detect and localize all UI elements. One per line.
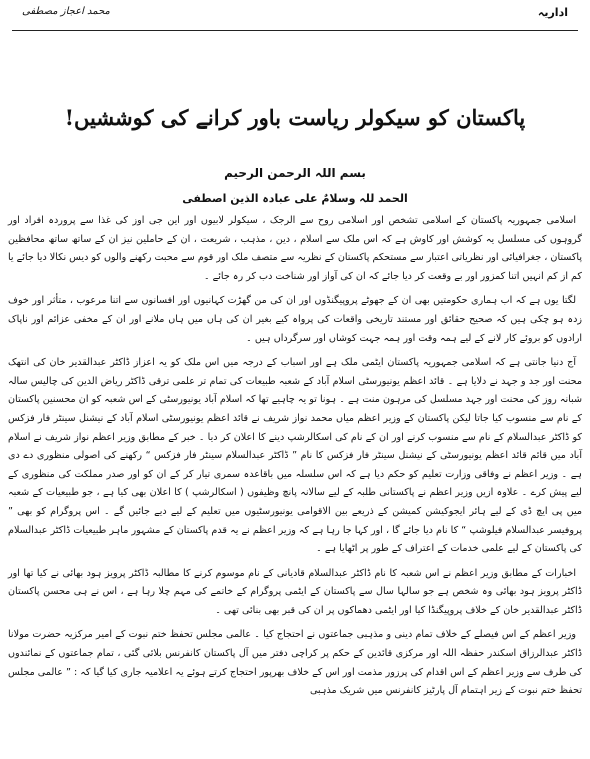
paragraph: وزیر اعظم کے اس فیصلے کے خلاف تمام دینی و مذہبی جماعتوں نے احتجاج کیا ۔ عالمی مجلس تحفظ ختم نبوت کے امیر مرکزیہ حضرت مولانا ڈاکٹر عبدالرزاق اسکندر حفظہ اللہ اور مرکزی قائدین کے حکم پر کراچی دفتر میں آل پاکستان کانفرنس بلائی گئی ، تمام جماعتوں کے نمائندوں کی طرف سے وزیر اعظم کے اس اقدام کی پرزور مذمت اور اس کے خلاف بھرپور احتجاج کرتے ہوئے یہ اعلامیہ جاری کیا گیا کہ : ” عالمی مجلس تحفظ ختم نبوت کے زیر اہتمام آل پارٹیز کانفرنس میں شریک مذہبی xyxy=(8,629,582,697)
paragraph: آج دنیا جانتی ہے کہ اسلامی جمہوریہ پاکستان ایٹمی ملک ہے اور اسباب کے درجہ میں اس ملک کو یہ اعزاز ڈاکٹر عبدالقدیر خان کی انتھک محنت اور جد و جہد نے دلایا ہے ۔ قائد اعظم یونیورسٹی اسلام آباد کے شعبہ طبیعات کی تمام تر علمی ترقی ڈاکٹر ریاض الدین کی چالیس سالہ شبانہ روز کی محنت اور جہد مسلسل کی مرہون منت ہے ۔ ہونا تو یہ چاہیے تھا کہ اسلام آباد یونیورسٹی کے اس شعبہ کو ان محسنین پاکستان کے نام سے منسوب کیا جاتا لیکن پاکستان کے وزیر اعظم میاں محمد نواز شریف نے قائد اعظم یونیورسٹی اسلام آباد کے نیشنل سینٹر فار فزکس کو ڈاکٹر عبدالسلام کے نام سے منسوب کرنے اور ان کے نام کی اسکالرشپ دینے کا اعلان کر دیا ۔ خبر کے مطابق وزیر اعظم نواز شریف نے اسلام آباد میں قائم قائد اعظم یونیورسٹی کے نیشنل سینٹر فار فزکس کا نام ” ڈاکٹر عبدالسلام سینٹر فار فزکس “ رکھنے کی اصولی منظوری دے دی ہے ۔ وزیر اعظم نے وفاقی وزارت تعلیم کو حکم دیا ہے کہ اس سلسلہ میں باقاعدہ سمری تیار کر کے ان کو اور صدر مملکت کی منظوری کے لیے پیش کرے ۔ علاوہ ازیں وزیر اعظم نے پاکستانی طلبہ کے لیے سالانہ پانچ وظیفوں ( اسکالرشپ ) کا اعلان بھی کیا ہے ، جو طبیعیات کے شعبہ میں پی ایچ ڈی کے لیے ہائر ایجوکیشن کمیشن کے ذریعے بین الاقوامی یونیورسٹیوں میں تعلیم کے لیے دیے جائیں گے ۔ اس پروگرام کو بھی ” پروفیسر عبدالسلام فیلوشپ “ کا نام دیا جائے گا ، اور کہا جا رہا ہے کہ وزیر اعظم نے یہ قدم پاکستان کے مشہور ماہر طبیعیات ڈاکٹر عبدالسلام کی پاکستان کے لیے علمی خدمات کے اعتراف کے طور پر اٹھایا ہے ۔ xyxy=(8,357,582,555)
author-name: محمد اعجاز مصطفی xyxy=(22,6,110,17)
paragraph: اخبارات کے مطابق وزیر اعظم نے اس شعبہ کا نام ڈاکٹر عبدالسلام قادیانی کے نام موسوم کرنے کا مطالبہ ڈاکٹر پرویز ہود بھائی نے کیا تھا اور ڈاکٹر پرویز ہود بھائی وہ شخص ہے جو سالہا سال سے پاکستان کے ایٹمی پروگرام کے خاتمے کی مہم چلا رہا ہے ، اس نے ہی محسن پاکستان ڈاکٹر عبدالقدیر خان کے خلاف پروپیگنڈا کیا اور ایٹمی دھماکوں پر ان کی قبر بھی بنائی تھی ۔ xyxy=(8,567,582,616)
header-divider xyxy=(12,30,578,31)
paragraph: لگتا یوں ہے کہ اب ہماری حکومتیں بھی ان کے جھوٹے پروپیگنڈوں اور ان کی من گھڑت کہانیوں اور افسانوں سے اتنا مرعوب ، متأثر اور خوف زدہ ہو چکی ہیں کہ صحیح حقائق اور مستند تاریخی واقعات کی پرواہ کیے بغیر ان کی ہاں میں ہاں ملانے اور ان کے مخفی عزائم اور ناپاک ارادوں کو بروئے کار لانے کے لیے ہمہ وقت اور ہمہ جہت کوشاں اور سرگرداں ہیں ۔ xyxy=(8,295,582,344)
hamd-line: الحمد للہ وسلامٌ علی عبادہ الذین اصطفی xyxy=(182,192,408,205)
bismillah-line: بسم اللہ الرحمن الرحیم xyxy=(224,166,366,180)
page-header xyxy=(22,6,568,28)
section-label: اداریہ xyxy=(537,6,568,19)
article-body xyxy=(8,212,582,707)
article-title: پاکستان کو سیکولر ریاست باور کرانے کی کوششیں! xyxy=(64,105,526,130)
paragraph: اسلامی جمہوریہ پاکستان کے اسلامی تشخص اور اسلامی روح سے الرجک ، سیکولر لابیوں اور این جی اوز کی غذا سے پروردہ افراد اور گروہوں کی مسلسل یہ کوشش اور کاوش ہے کہ اس ملک سے اسلام ، دین ، مذہب ، شریعت ، ان کے حاملین نیز ان کے ساتھ ساتھ محافظین پاکستان ، جغرافیائی اور نظریاتی اعتبار سے مستحکم پاکستان کے نظریہ سے متصف ملک اور قوم سے محبت رکھنے والوں کو دیس نکالا دیا جائے یا کم از کم انہیں اتنا کمزور اور بے وقعت کر دیا جائے کہ ان کی آواز اور شناخت دب کر رہ جائے ۔ xyxy=(8,215,582,282)
